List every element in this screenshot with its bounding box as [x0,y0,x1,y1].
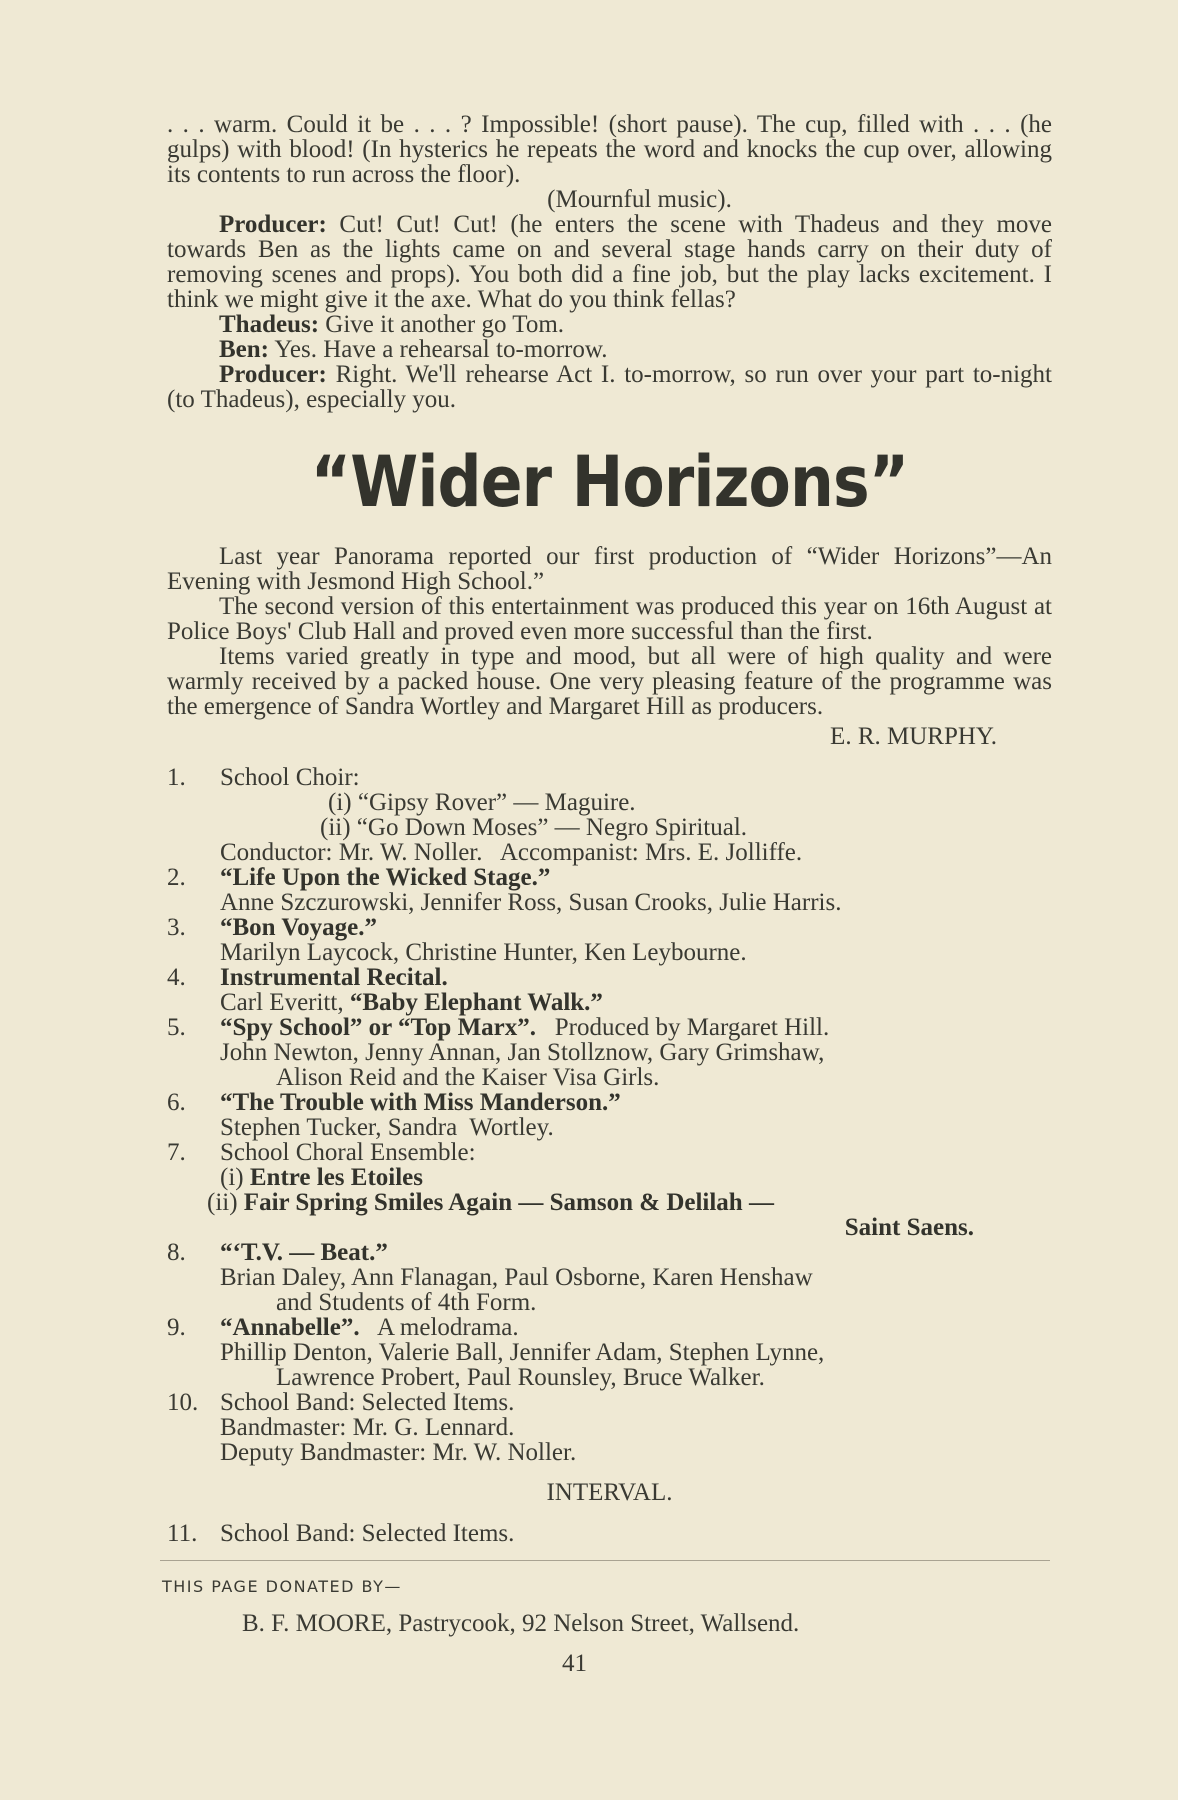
item-number: 7. [167,1139,186,1166]
page-number: 41 [562,1650,587,1677]
donor-line: B. F. MOORE, Pastrycook, 92 Nelson Street, Wallsend. [242,1610,800,1637]
dialogue-line: Producer: Right. We'll rehearse Act I. to-morrow, so run over your part to-night (to Thadeus), especially you. [167,361,1052,413]
item-line: John Newton, Jenny Annan, Jan Stollznow, Gary Grimshaw, [220,1039,825,1066]
item-line: Brian Daley, Ann Flanagan, Paul Osborne, Karen Henshaw [220,1264,813,1291]
item-number: 11. [167,1520,198,1547]
item-line: Bandmaster: Mr. G. Lennard. [220,1414,515,1441]
programme-item [167,915,1052,940]
item-line: Alison Reid and the Kaiser Visa Girls. [276,1064,660,1091]
stage-direction: (Mournful music). [547,186,732,213]
item-line: Lawrence Probert, Paul Rounsley, Bruce Walker. [276,1364,765,1391]
speaker: Thadeus: [219,311,320,338]
item-number: 2. [167,864,186,891]
programme-item: 9. “Annabelle”. A melodrama. [167,1314,519,1341]
speaker: Producer: [219,211,327,238]
programme-item [167,1090,1052,1115]
item-line: Phillip Denton, Valerie Ball, Jennifer Adam, Stephen Lynne, [220,1339,825,1366]
item-heading: School Band: Selected Items. [220,1389,515,1416]
item-heading: School Choir: [220,764,360,791]
article-paragraph: Items varied greatly in type and mood, but all were of high quality and were warmly received by a packed house. One very pleasing feature of the programme was the emergence of Sandra Wortley and Margaret Hill as producers. [167,643,1052,720]
item-sub: Saint Saens. [844,1214,974,1241]
item-sub: (i) “Gipsy Rover” — Maguire. [328,789,636,816]
item-sub: (ii) “Go Down Moses” — Negro Spiritual. [320,814,748,841]
dialogue-line: Thadeus: Give it another go Tom. [219,311,565,338]
item-title: “Bon Voyage.” [220,914,377,941]
speaker: Ben: [219,336,269,363]
play-paragraph: . . . warm. Could it be . . . ? Impossible! (short pause). The cup, filled with . . . (he gulps) with blood! (In hysterics he repeats the word and knocks the cup over, allowing its contents to run across the floor). [167,111,1052,188]
programme-item: 5. “Spy School” or “Top Marx”. Produced by Margaret Hill. [167,1014,830,1041]
article-paragraph: The second version of this entertainment was produced this year on 16th August at Police Boys' Club Hall and proved even more successful than the first. [167,593,1052,645]
item-line: and Students of 4th Form. [276,1289,537,1316]
item-title: “‘T.V. — Beat.” [220,1239,388,1266]
item-number: 10. [167,1389,199,1416]
item-number: 4. [167,964,186,991]
item-number: 1. [167,764,186,791]
programme-item [167,1521,1052,1546]
programme-item [167,1140,1052,1165]
dialogue-line: Ben: Yes. Have a rehearsal to-morrow. [219,336,608,363]
item-heading: School Choral Ensemble: [220,1139,476,1166]
item-title: Instrumental Recital. [220,964,448,991]
interval-label: INTERVAL. [546,1479,673,1506]
item-title: “Life Upon the Wicked Stage.” [220,864,551,891]
programme-item [167,865,1052,890]
dialogue-line: Producer: Cut! Cut! Cut! (he enters the scene with Thadeus and they move towards Ben as the lights came on and several stage hands carry on their duty of removing scenes and props). You both did a fine job, but the play lacks excitement. I think we might give it the axe. What do you think fellas? [167,211,1052,313]
article-paragraph: Last year Panorama reported our first production of “Wider Horizons”—An Evening with Jesmond High School.” [167,543,1052,595]
author-signature: E. R. MURPHY. [830,723,997,750]
item-title: “The Trouble with Miss Manderson.” [220,1089,621,1116]
programme-list [167,765,1052,1546]
item-number: 9. [167,1314,186,1341]
item-line: Carl Everitt, “Baby Elephant Walk.” [220,989,603,1016]
page-content [162,111,1052,1681]
programme-item [167,1240,1052,1265]
footer-divider [160,1560,1050,1561]
item-sub: (ii) Fair Spring Smiles Again — Samson & Delilah — [207,1189,774,1216]
item-heading: School Band: Selected Items. [220,1520,515,1547]
item-line: Stephen Tucker, Sandra Wortley. [220,1114,554,1141]
article-title: “Wider Horizons” [310,441,909,523]
item-sub: (i) Entre les Etoiles [220,1164,423,1191]
programme-item [167,965,1052,990]
programme-item [167,765,1052,840]
donated-label: THIS PAGE DONATED BY— [162,1577,402,1596]
item-line: Conductor: Mr. W. Noller. Accompanist: Mrs. E. Jolliffe. [220,839,803,866]
item-title: “Annabelle”. [220,1314,360,1341]
item-line: Marilyn Laycock, Christine Hunter, Ken Leybourne. [220,939,747,966]
programme-item [167,1390,1052,1415]
item-number: 3. [167,914,186,941]
item-line: Deputy Bandmaster: Mr. W. Noller. [220,1439,577,1466]
item-number: 8. [167,1239,186,1266]
item-line: Anne Szczurowski, Jennifer Ross, Susan Crooks, Julie Harris. [220,889,842,916]
speaker: Producer: [219,361,327,388]
item-number: 5. [167,1014,186,1041]
item-number: 6. [167,1089,186,1116]
item-title: “Spy School” or “Top Marx”. [220,1014,537,1041]
